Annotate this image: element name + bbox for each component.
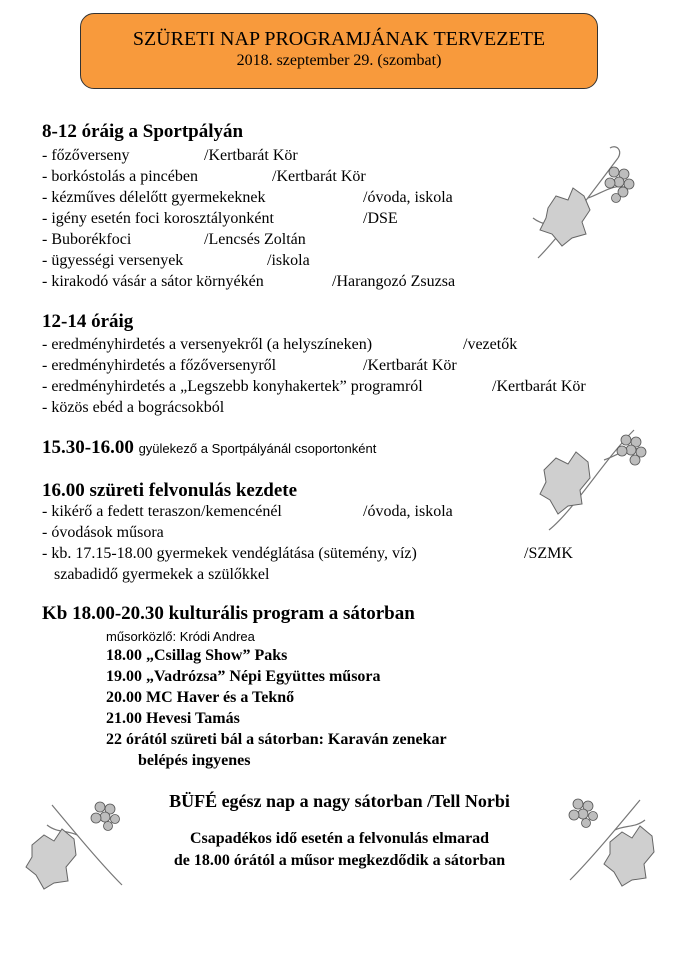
list-item [42, 252, 310, 270]
item-text: - óvodások műsora [42, 524, 164, 541]
list-item [42, 399, 224, 417]
gathering-line [42, 437, 376, 459]
program-item: 22 órától szüreti bál a sátorban: Karaván zenekar [106, 731, 447, 748]
item-text: - eredményhirdetés a versenyekről (a helyszíneken) [42, 336, 373, 353]
program-item: 18.00 „Csillag Show” Paks [106, 647, 288, 664]
item-text: - kb. 17.15-18.00 gyermekek vendéglátása (sütemény, víz) [42, 545, 417, 562]
item-organizer: /Kertbarát Kör [492, 378, 586, 395]
list-item [42, 168, 366, 186]
item-organizer: /vezetők [463, 336, 518, 353]
section-title-morning: 8-12 óráig a Sportpályán [42, 121, 244, 142]
list-item [42, 378, 586, 396]
item-text: - főzőverseny [42, 147, 130, 164]
list-item [42, 545, 573, 563]
item-organizer: /óvoda, iskola [363, 503, 453, 520]
item-organizer: /Harangozó Zsuzsa [332, 273, 456, 290]
item-text: - kézműves délelőtt gyermekeknek [42, 189, 266, 206]
item-organizer: /Kertbarát Kör [363, 357, 457, 374]
item-text: - igény esetén foci korosztályonként [42, 210, 274, 227]
list-item [42, 189, 453, 207]
header-banner [80, 13, 598, 89]
buffet-notice: BÜFÉ egész nap a nagy sátorban /Tell Norbi [169, 791, 510, 811]
grape-vine-icon [518, 138, 648, 278]
item-organizer: /DSE [363, 210, 398, 227]
item-organizer: /iskola [267, 252, 310, 269]
list-item [42, 147, 298, 165]
program-item: 19.00 „Vadrózsa” Népi Együttes műsora [106, 668, 381, 685]
item-text: - borkóstolás a pincében [42, 168, 198, 185]
item-organizer: /óvoda, iskola [363, 189, 453, 206]
program-item: 20.00 MC Haver és a Teknő [106, 689, 295, 706]
item-text: - kikérő a fedett teraszon/kemencénél [42, 503, 282, 520]
item-text: - Buborékfoci [42, 231, 132, 248]
entry-note: belépés ingyenes [138, 752, 251, 769]
item-organizer: /SZMK [524, 545, 573, 562]
grape-vine-icon [22, 795, 132, 895]
item-text: - eredményhirdetés a főzőversenyről [42, 357, 277, 374]
item-text: - kirakodó vásár a sátor környékén [42, 273, 264, 290]
list-item-continuation: szabadidő gyermekek a szülőkkel [54, 566, 270, 583]
item-organizer: /Kertbarát Kör [204, 147, 298, 164]
list-item [42, 210, 398, 228]
section-title-cultural: Kb 18.00-20.30 kulturális program a sátorban [42, 603, 415, 624]
section-title-midday: 12-14 óráig [42, 311, 134, 332]
rain-notice-line: Csapadékos idő esetén a felvonulás elmarad [189, 830, 490, 847]
host-line: műsorközlő: Kródi Andrea [106, 629, 255, 644]
list-item [42, 524, 164, 542]
item-organizer: /Kertbarát Kör [272, 168, 366, 185]
item-text: - közös ebéd a bográcsokból [42, 399, 225, 416]
gathering-time: 15.30-16.00 [42, 437, 134, 458]
list-item [42, 357, 457, 375]
section-title-parade: 16.00 szüreti felvonulás kezdete [42, 480, 298, 501]
event-date: 2018. szeptember 29. (szombat) [236, 52, 442, 69]
list-item [42, 503, 453, 521]
grape-vine-icon [560, 790, 670, 890]
list-item [42, 273, 456, 291]
list-item [42, 231, 306, 249]
rain-notice-line: de 18.00 órától a műsor megkezdődik a sátorban [173, 852, 506, 869]
item-text: - eredményhirdetés a „Legszebb konyhakertek” programról [42, 378, 423, 395]
list-item [42, 336, 518, 354]
item-organizer: /Lencsés Zoltán [204, 231, 306, 248]
page-title: SZÜRETI NAP PROGRAMJÁNAK TERVEZETE [132, 28, 546, 50]
grape-vine-icon [534, 420, 664, 540]
program-item: 21.00 Hevesi Tamás [106, 710, 240, 727]
item-text: - ügyességi versenyek [42, 252, 184, 269]
gathering-text: gyülekező a Sportpályánál csoportonként [138, 441, 377, 456]
